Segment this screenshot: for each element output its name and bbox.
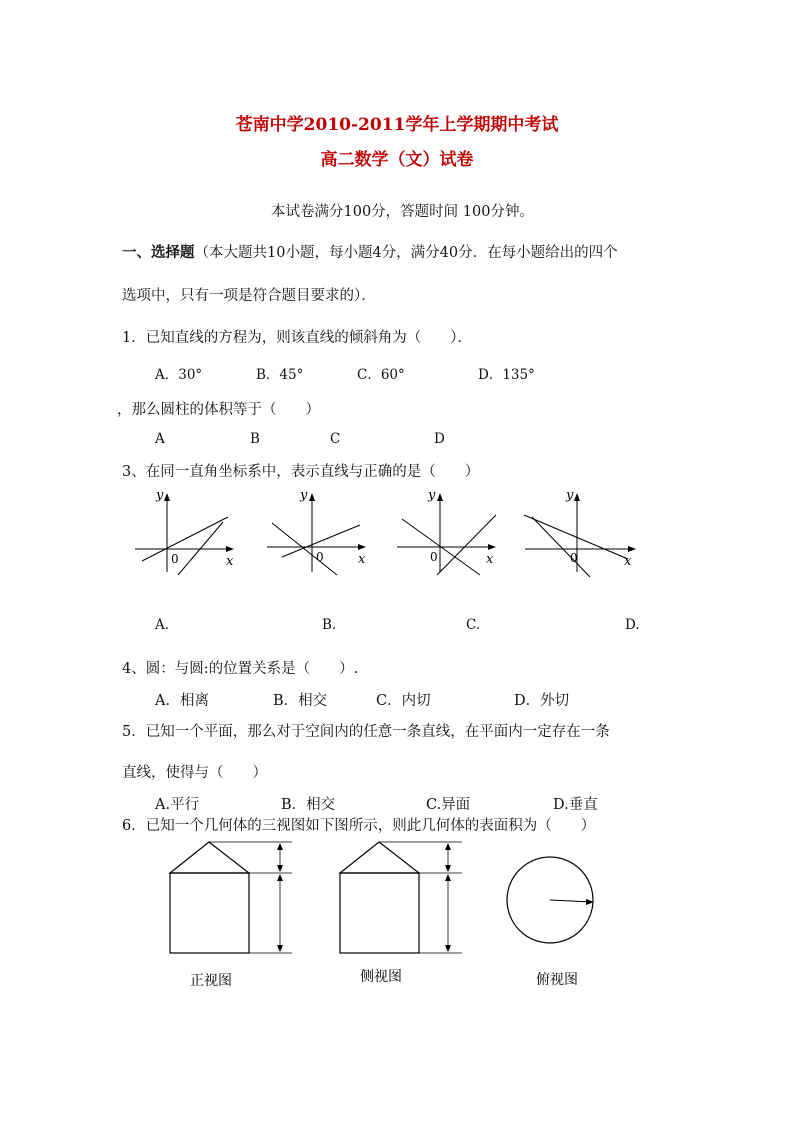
line-1 — [142, 517, 228, 561]
section-desc-line2: 选项中，只有一项是符合题目要求的）． — [122, 288, 376, 304]
q1-option-d: D．135° — [478, 367, 535, 383]
side-view-label: 侧视图 — [360, 969, 402, 985]
section-desc: （本大题共10小题，每小题4分，满分40分．在每小题给出的四个 — [194, 245, 618, 261]
q4-option-d: D．外切 — [514, 693, 570, 709]
q1-option-c: C．60° — [357, 367, 405, 383]
top-view — [500, 850, 610, 988]
question-4-stem: 4、圆：与圆:的位置关系是（ ）. — [122, 661, 359, 677]
exam-subtitle: 高二数学（文）试卷 — [320, 150, 474, 170]
roof-triangle — [340, 842, 419, 873]
body-square — [340, 873, 419, 953]
origin-label: 0 — [570, 551, 578, 565]
origin-label: 0 — [316, 550, 324, 564]
front-view-label: 正视图 — [190, 973, 232, 989]
question-5-stem-line2: 直线，使得与（ ） — [122, 765, 267, 781]
exam-note: 本试卷满分100分，答题时间 100分钟。 — [271, 204, 534, 220]
top-view-label: 俯视图 — [536, 972, 578, 988]
y-arrow-icon — [309, 493, 315, 501]
graph-c — [392, 487, 502, 577]
x-label: x — [486, 552, 494, 567]
x-arrow-icon — [358, 544, 366, 550]
section-heading: 一、选择题 — [122, 244, 195, 261]
question-6-stem: 6．已知一个几何体的三视图如下图所示，则此几何体的表面积为（ ） — [122, 818, 596, 834]
exam-title: 苍南中学2010-2011学年上学期期中考试 — [235, 115, 559, 135]
front-view — [160, 836, 300, 989]
q1-option-a: A．30° — [155, 367, 203, 383]
x-arrow-icon — [488, 544, 496, 550]
arrow-up-icon — [445, 874, 451, 881]
q5-option-c: C.异面 — [426, 797, 471, 813]
x-arrow-icon — [628, 546, 636, 552]
question-1-stem: 1．已知直线的方程为，则该直线的倾斜角为（ ）． — [122, 330, 472, 346]
q3-option-a: A. — [155, 617, 170, 633]
graph-a — [130, 487, 240, 577]
arrow-up-icon — [445, 843, 451, 850]
line-2 — [532, 517, 590, 577]
question-5-stem-line1: 5．已知一个平面，那么对于空间内的任意一条直线，在平面内一定存在一条 — [122, 724, 610, 740]
radius-line — [550, 900, 592, 902]
arrow-up-icon — [277, 843, 283, 850]
question-2-stem: ，那么圆柱的体积等于（ ） — [117, 402, 320, 418]
arrow-down-icon — [277, 945, 283, 952]
q2-option-d: D — [434, 431, 445, 447]
y-arrow-icon — [437, 493, 443, 501]
q3-option-c: C. — [466, 617, 481, 633]
graph-b — [262, 487, 372, 577]
arrow-down-icon — [445, 945, 451, 952]
body-square — [170, 873, 249, 953]
y-label: y — [300, 488, 308, 503]
arrow-up-icon — [277, 874, 283, 881]
x-arrow-icon — [226, 546, 234, 552]
origin-label: 0 — [171, 552, 179, 566]
origin-label: 0 — [430, 550, 438, 564]
q3-option-d: D. — [625, 617, 640, 633]
y-label: y — [428, 488, 436, 503]
line-1 — [272, 523, 337, 575]
x-label: x — [226, 554, 234, 569]
q5-option-a: A.平行 — [155, 797, 200, 813]
y-label: y — [566, 488, 574, 503]
y-arrow-icon — [574, 493, 580, 501]
y-arrow-icon — [164, 493, 170, 501]
x-label: x — [624, 554, 632, 569]
q3-option-b: B. — [322, 617, 337, 633]
roof-triangle — [170, 842, 249, 873]
q5-option-d: D.垂直 — [553, 797, 598, 813]
q2-option-b: B — [250, 431, 260, 447]
q4-option-a: A．相离 — [155, 693, 209, 709]
x-label: x — [358, 552, 366, 567]
graph-d — [520, 487, 640, 577]
side-view — [330, 836, 470, 986]
arrow-down-icon — [277, 865, 283, 872]
q4-option-b: B．相交 — [273, 693, 328, 709]
q4-option-c: C．内切 — [376, 693, 431, 709]
q5-option-b: B．相交 — [281, 797, 336, 813]
y-label: y — [156, 488, 164, 503]
q2-option-c: C — [330, 431, 341, 447]
section-desc-line1 — [122, 241, 618, 262]
q1-option-b: B．45° — [256, 367, 304, 383]
q2-option-a: A — [155, 431, 165, 447]
question-3-stem: 3、在同一直角坐标系中，表示直线与正确的是（ ） — [122, 464, 480, 480]
arrow-down-icon — [445, 865, 451, 872]
